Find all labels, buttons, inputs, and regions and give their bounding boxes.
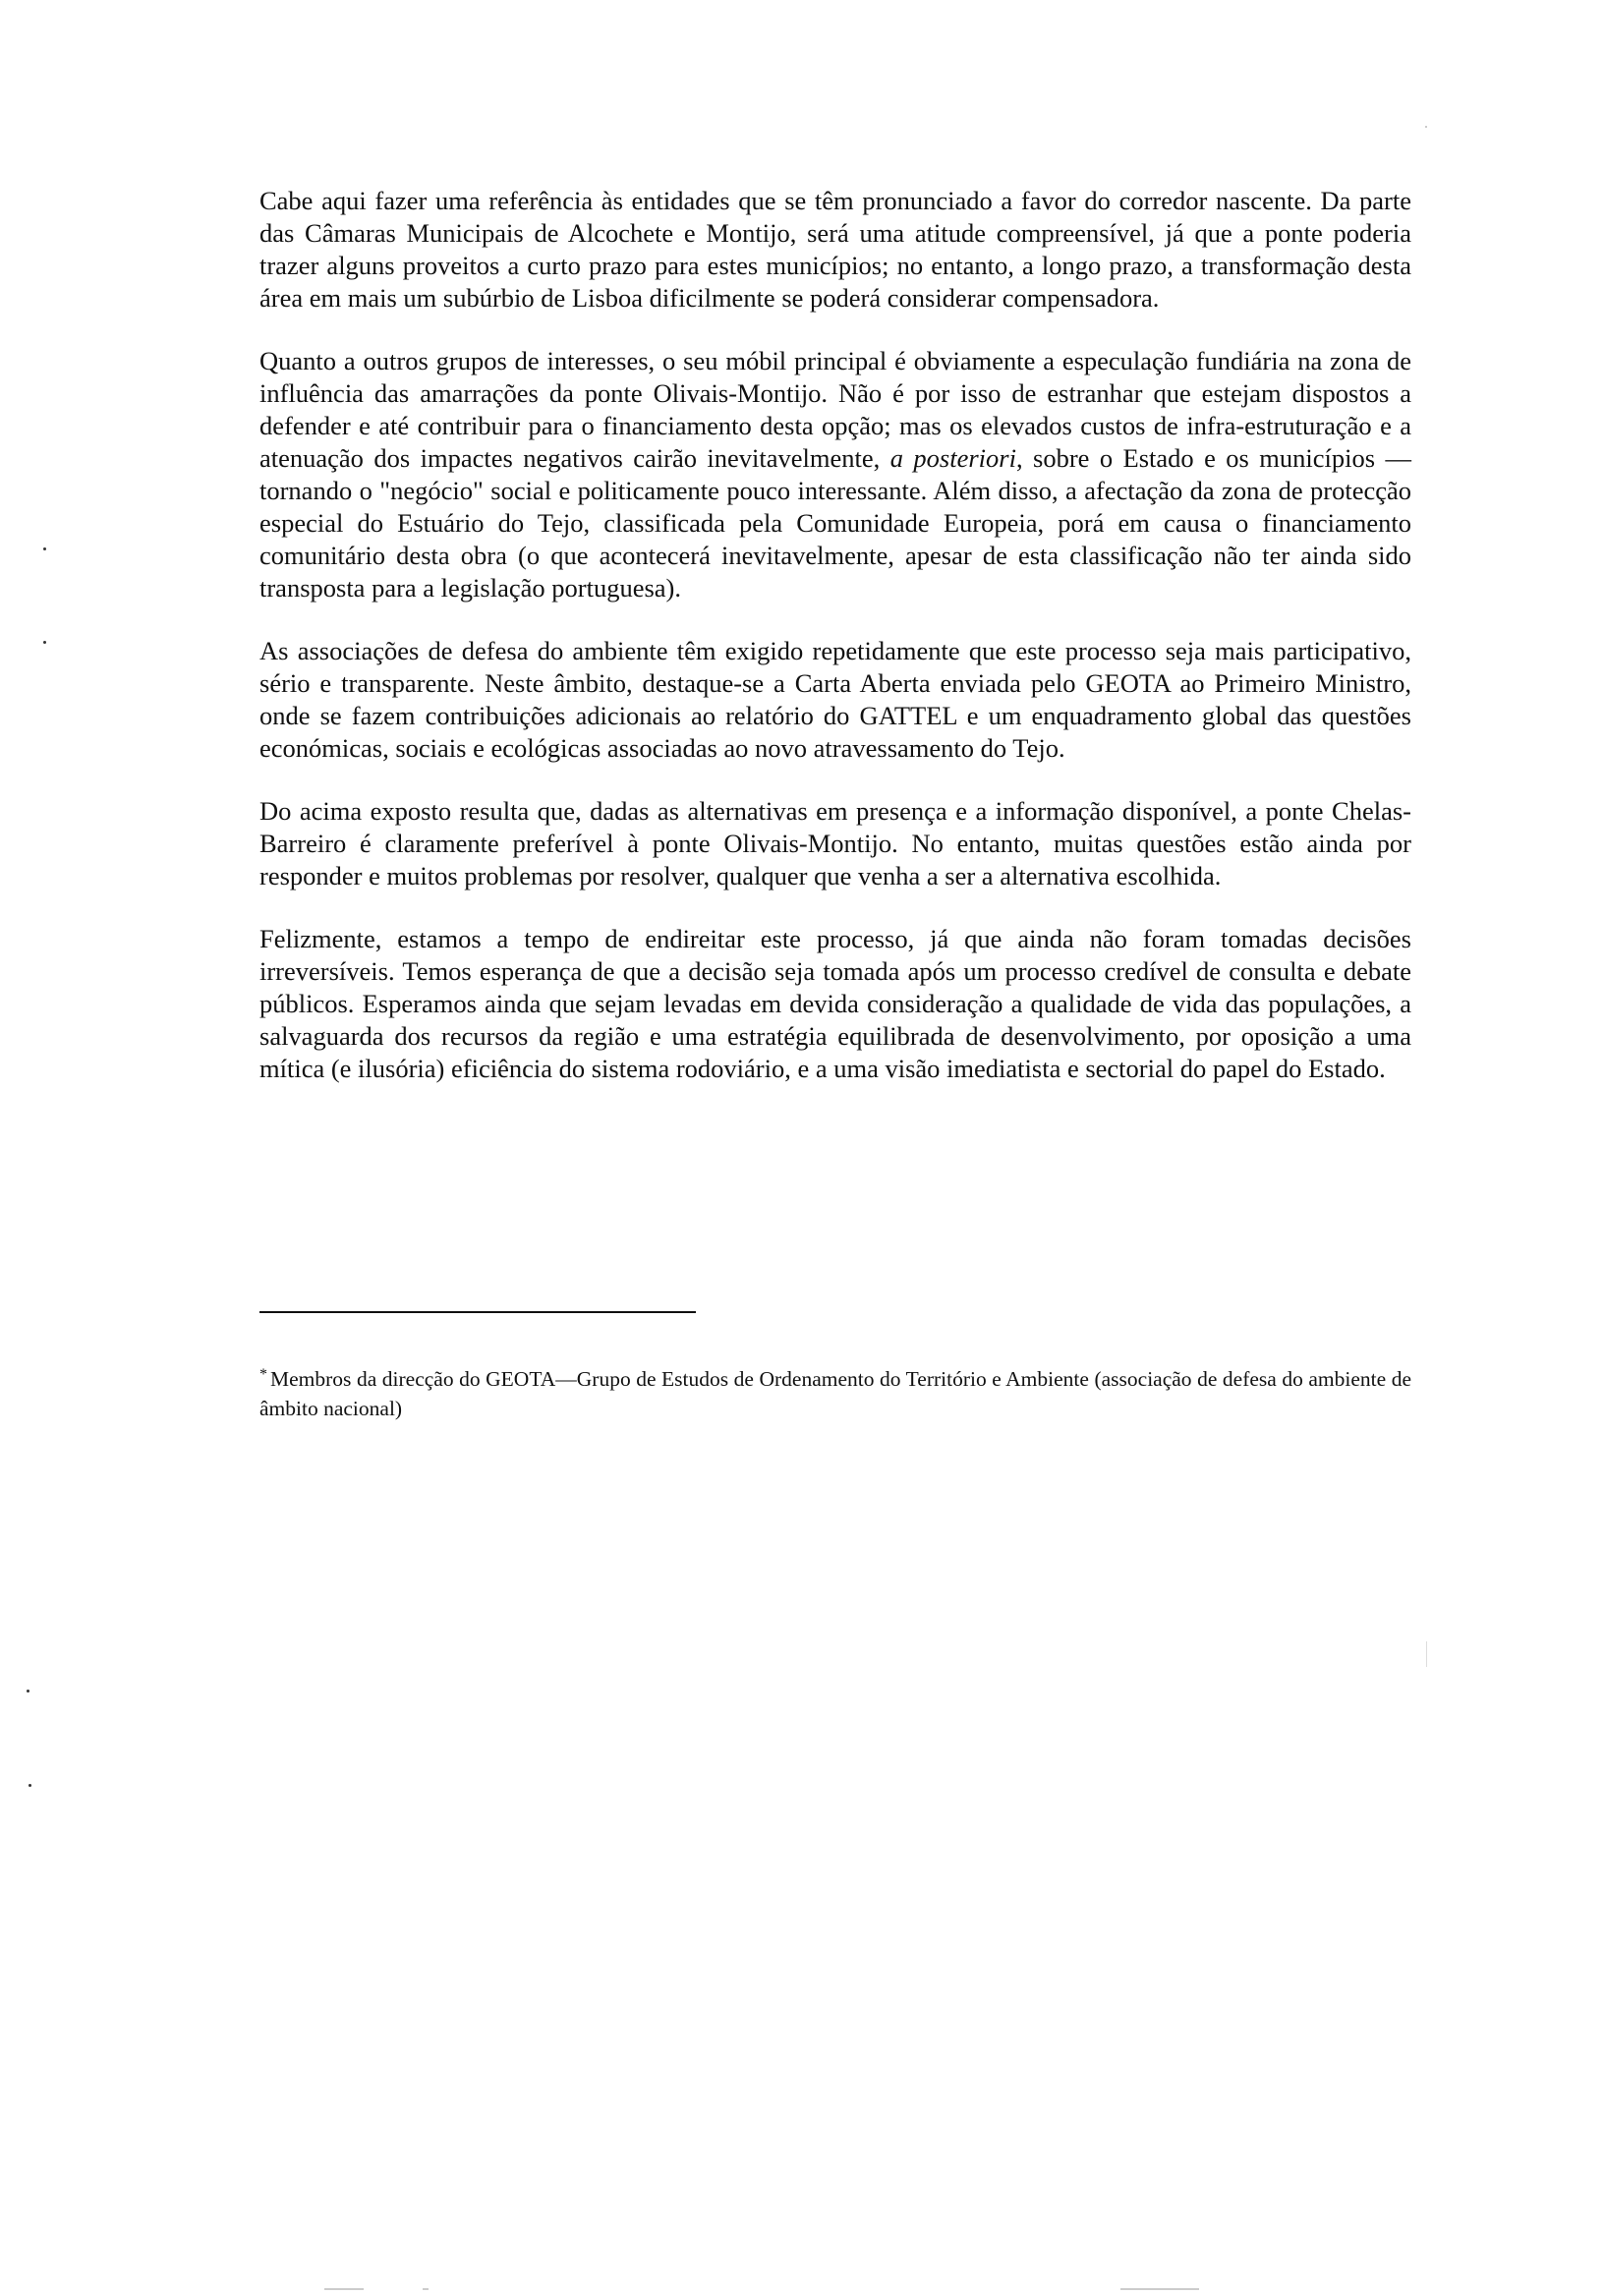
footnote-text: Membros da direcção do GEOTA—Grupo de Estudos de Ordenamento do Território e Ambiente (associação de defesa do ambiente de âmbito nacional) — [259, 1367, 1411, 1420]
scan-speck — [43, 547, 46, 550]
paragraph-conclusao: Do acima exposto resulta que, dadas as alternativas em presença e a informação disponível, a ponte Chelas-Barreiro é claramente preferível à ponte Olivais-Montijo. No entanto, muitas questões estão ainda por responder e muitos problemas por resolver, qualquer que venha a ser a alternativa escolhida. — [259, 796, 1411, 890]
footnote-marker: * — [259, 1366, 267, 1383]
paragraph-text-start: Quanto a outros grupos de interesses, o seu móbil principal é obviamente a especulação fundiária na zona de influência das amarrações da ponte Olivais-Montijo. Não é por isso de estranhar que estejam dispostos a defender e até contribuir para o financiamento desta opção; mas os elevados custos de infra-estruturação e a atenuação dos impactes negativos cairão inevitavelmente, — [259, 346, 1411, 473]
scan-mark — [1426, 1641, 1427, 1667]
footnote-divider — [259, 1311, 696, 1313]
italic-term: a posteriori — [889, 443, 1016, 473]
scan-speck — [1425, 126, 1427, 128]
scan-speck — [29, 1784, 31, 1787]
paragraph-grupos-interesses — [259, 345, 1411, 604]
paragraph-text-end: , sobre o Estado e os municípios — tornando o "negócio" social e politicamente pouco interessante. Além disso, a afectação da zona de protecção especial do Estuário do Tejo, classificada pela Comunidade Europeia, porá em causa o financiamento comunitário desta obra (o que acontecerá inevitavelmente, apesar de esta classificação não ter ainda sido transposta para a legislação portuguesa). — [259, 443, 1411, 603]
scan-edge-mark — [423, 2288, 429, 2290]
footnote — [259, 1360, 1411, 1423]
paragraph-associacoes-ambiente: As associações de defesa do ambiente têm exigido repetidamente que este processo seja mais participativo, sério e transparente. Neste âmbito, destaque-se a Carta Aberta enviada pelo GEOTA ao Primeiro Ministro, onde se fazem contribuições adicionais ao relatório do GATTEL e um enquadramento global das questões económicas, sociais e ecológicas associadas ao novo atravessamento do Tejo. — [259, 636, 1411, 763]
scan-speck — [27, 1690, 29, 1693]
scan-edge-mark — [1120, 2288, 1199, 2290]
scan-speck — [43, 641, 46, 644]
scan-edge-mark — [324, 2288, 364, 2290]
paragraph-felizmente: Felizmente, estamos a tempo de endireitar este processo, já que ainda não foram tomadas decisões irreversíveis. Temos esperança de que a decisão seja tomada após um processo credível de consulta e debate públicos. Esperamos ainda que sejam levadas em devida consideração a qualidade de vida das populações, a salvaguarda dos recursos da região e uma estratégia equilibrada de desenvolvimento, por oposição a uma mítica (e ilusória) eficiência do sistema rodoviário, e a uma visão imediatista e sectorial do papel do Estado. — [259, 924, 1411, 1083]
body-text — [259, 185, 1411, 1116]
paragraph-corredor-nascente: Cabe aqui fazer uma referência às entidades que se têm pronunciado a favor do corredor nascente. Da parte das Câmaras Municipais de Alcochete e Montijo, será uma atitude compreensível, já que a ponte poderia trazer alguns proveitos a curto prazo para estes municípios; no entanto, a longo prazo, a transformação desta área em mais um subúrbio de Lisboa dificilmente se poderá considerar compensadora. — [259, 186, 1411, 313]
